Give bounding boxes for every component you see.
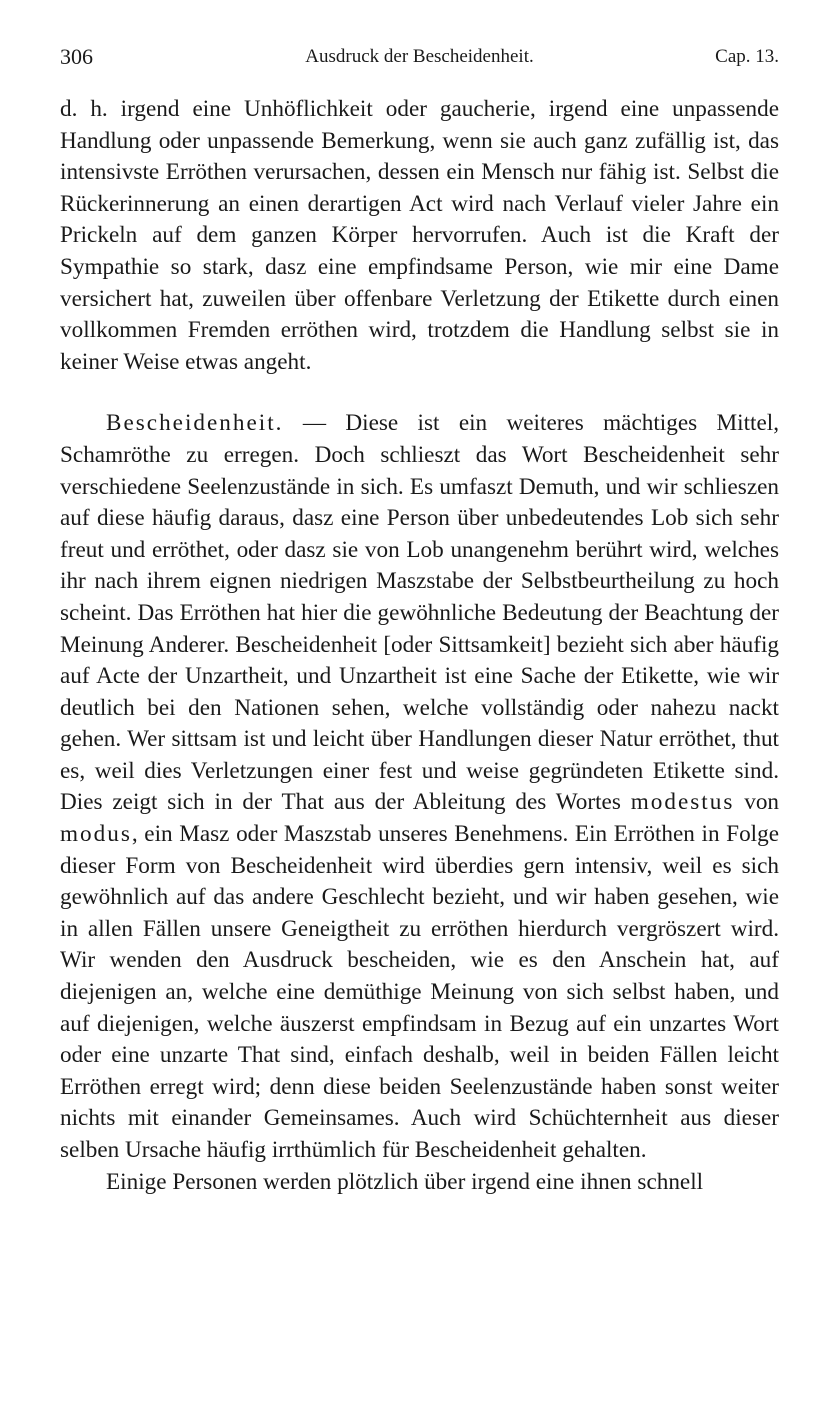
latin-term: modestus <box>630 789 735 816</box>
running-title: Ausdruck der Bescheidenheit. <box>305 46 534 67</box>
page-body <box>60 94 779 1198</box>
book-page <box>60 40 779 1198</box>
section-heading: Bescheidenheit. <box>106 410 284 437</box>
paragraph-next: Einige Personen werden plötzlich über irgend eine ihnen schnell <box>106 1168 704 1195</box>
page-header <box>60 40 779 74</box>
latin-term: modus <box>60 821 132 848</box>
page-number: 306 <box>60 44 93 69</box>
paragraph-continued: d. h. irgend eine Unhöflichkeit oder gaucherie, irgend eine unpassende Handlung oder unpassende Bemerkung, wenn sie auch ganz zufällig ist, das intensivste Erröthen verursachen, dessen ein Mensch nur fähig ist. Selbst die Rückerinnerung an einen derartigen Act wird nach Verlauf vieler Jahre ein Prickeln auf dem ganzen Körper hervorrufen. Auch ist die Kraft der Sympathie so stark, dasz eine empfindsame Person, wie mir eine Dame versichert hat, zuweilen über offenbare Verletzung der Etikette durch einen vollkommen Fremden erröthen wird, trotzdem die Handlung selbst sie in keiner Weise etwas angeht. <box>60 96 779 375</box>
paragraph-bescheidenheit <box>60 408 779 1166</box>
chapter-label: Cap. 13. <box>715 46 779 67</box>
paragraph-text: , ein Masz oder Maszstab unseres Benehmens. Ein Erröthen in Folge dieser Form von Bescheidenheit wird überdies gern intensiv, weil es sich gewöhnlich auf das andere Geschlecht bezieht, und wir haben gesehen, wie in allen Fällen unsere Geneigtheit zu erröthen hierdurch vergröszert wird. Wir wenden den Ausdruck bescheiden, wie es den Anschein hat, auf diejenigen an, welche eine demüthige Meinung von sich selbst haben, und auf diejenigen, welche äuszerst empfindsam in Bezug auf ein unzartes Wort oder eine unzarte That sind, einfach deshalb, weil in beiden Fällen leicht Erröthen erregt wird; denn diese beiden Seelenzustände haben sonst weiter nichts mit einander Gemeinsames. Auch wird Schüchternheit aus dieser selben Ursache häufig irrthümlich für Bescheidenheit gehalten. <box>60 821 779 1163</box>
paragraph-text: von <box>734 789 780 816</box>
paragraph-text: — Diese ist ein weiteres mächtiges Mittel, Schamröthe zu erregen. Doch schlieszt das Wort Bescheidenheit sehr verschiedene Seelenzustände in sich. Es umfaszt Demuth, und wir schlieszen auf diese häufig daraus, dasz eine Person über unbedeutendes Lob sich sehr freut und erröthet, oder dasz sie von Lob unangenehm berührt wird, welches ihr nach ihrem eignen niedrigen Maszstabe der Selbstbeurtheilung zu hoch scheint. Das Erröthen hat hier die gewöhnliche Bedeutung der Beachtung der Meinung Anderer. Bescheidenheit [oder Sittsamkeit] bezieht sich aber häufig auf Acte der Unzartheit, und Unzartheit ist eine Sache der Etikette, wie wir deutlich bei den Nationen sehen, welche vollständig oder nahezu nackt gehen. Wer sittsam ist und leicht über Handlungen dieser Natur erröthet, thut es, weil dies Verletzungen einer fest und weise gegründeten Etikette sind. Dies zeigt sich in der That aus der Ableitung des Wortes <box>60 410 779 816</box>
